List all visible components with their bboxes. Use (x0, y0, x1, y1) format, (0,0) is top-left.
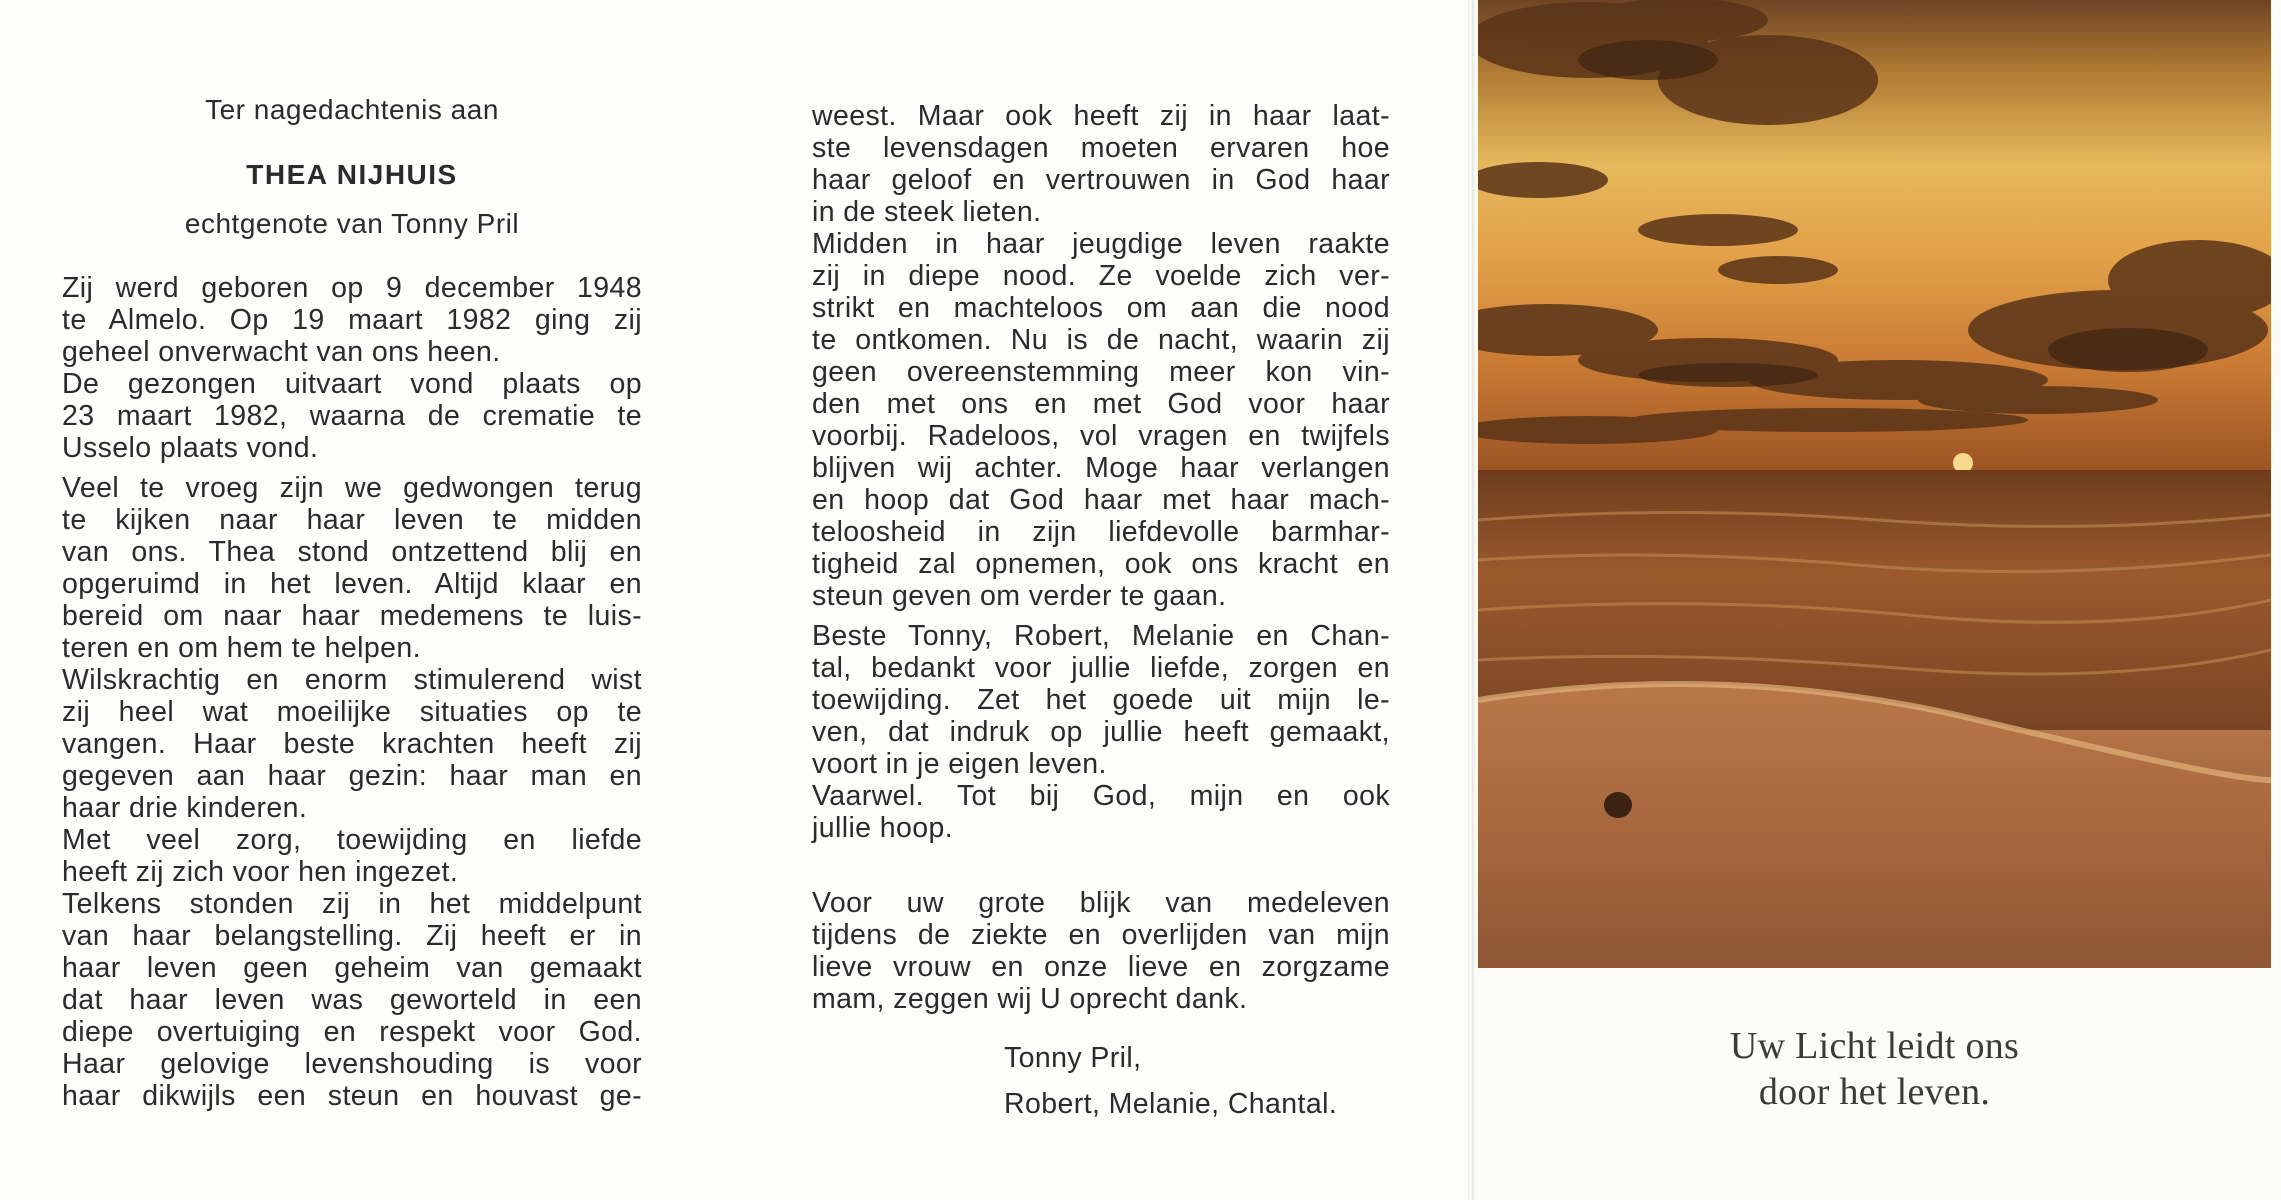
text-line: geheel onverwacht van ons heen. (62, 336, 501, 368)
text-line: voorbij. Radeloos, vol vragen en twijfels (812, 420, 1390, 452)
text-line: De gezongen uitvaart vond plaats op (62, 368, 642, 400)
text-line: diepe overtuiging en respekt voor God. (62, 1016, 642, 1048)
text-line: voort in je eigen leven. (812, 748, 1107, 780)
text-line: Veel te vroeg zijn we gedwongen terug (62, 472, 642, 504)
text-line: bereid om naar haar medemens te luis- (62, 600, 642, 632)
text-line: Beste Tonny, Robert, Melanie en Chan- (812, 620, 1390, 652)
text-line: strikt en machteloos om aan die nood (812, 292, 1390, 324)
text-line: tal, bedankt voor jullie liefde, zorgen en (812, 652, 1390, 684)
text-line: teloosheid in zijn liefdevolle barmhar- (812, 516, 1390, 548)
text-line: weest. Maar ook heeft zij in haar laat- (812, 100, 1390, 132)
text-line: van haar belangstelling. Zij heeft er in (62, 920, 642, 952)
signature-line: Tonny Pril, (1004, 1042, 1142, 1074)
text-line: mam, zeggen wij U oprecht dank. (812, 983, 1248, 1015)
text-line: Met veel zorg, toewijding en liefde (62, 824, 642, 856)
text-line: te Almelo. Op 19 maart 1982 ging zij (62, 304, 642, 336)
text-line: steun geven om verder te gaan. (812, 580, 1227, 612)
text-line: in de steek lieten. (812, 196, 1042, 228)
text-line: heeft zij zich voor hen ingezet. (62, 856, 459, 888)
text-line: Wilskrachtig en enorm stimulerend wist (62, 664, 642, 696)
caption-line-1: Uw Licht leidt ons (1729, 1025, 2020, 1067)
text-line: lieve vrouw en onze lieve en zorgzame (812, 951, 1390, 983)
sunset-over-sea-photo (1478, 0, 2271, 968)
left-panel (0, 0, 730, 1200)
text-line: opgeruimd in het leven. Altijd klaar en (62, 568, 642, 600)
text-line: zij heel wat moeilijke situaties op te (62, 696, 642, 728)
text-line: ven, dat indruk op jullie heeft gemaakt, (812, 716, 1390, 748)
text-line: van ons. Thea stond ontzettend blij en (62, 536, 642, 568)
text-line: gegeven aan haar gezin: haar man en (62, 760, 642, 792)
text-line: en hoop dat God haar met haar mach- (812, 484, 1390, 516)
deceased-name: THEA NIJHUIS (246, 159, 458, 190)
text-line: dat haar leven was geworteld in een (62, 984, 642, 1016)
reflection-text (812, 100, 1390, 844)
text-line: den met ons en met God voor haar (812, 388, 1390, 420)
text-line: Usselo plaats vond. (62, 432, 319, 464)
text-line: Haar gelovige levenshouding is voor (62, 1048, 642, 1080)
text-line: toewijding. Zet het goede uit mijn le- (812, 684, 1390, 716)
text-line: haar leven geen geheim van gemaakt (62, 952, 642, 984)
text-line: haar drie kinderen. (62, 792, 308, 824)
text-line: vangen. Haar beste krachten heeft zij (62, 728, 642, 760)
text-line: haar geloof en vertrouwen in God haar (812, 164, 1390, 196)
text-line: tigheid zal opnemen, ook ons kracht en (812, 548, 1390, 580)
biography-text (62, 272, 642, 1112)
text-line: te ontkomen. Nu is de nacht, waarin zij (812, 324, 1390, 356)
fold-line (1468, 0, 1469, 1200)
sunset-scene (1478, 0, 2271, 968)
text-line: jullie hoop. (812, 812, 954, 844)
text-line: Zij werd geboren op 9 december 1948 (62, 272, 642, 304)
text-line: ste levensdagen moeten ervaren hoe (812, 132, 1390, 164)
thanks-text (812, 887, 1390, 1015)
text-line: geen overeenstemming meer kon vin- (812, 356, 1390, 388)
memorial-intro: Ter nagedachtenis aan (205, 94, 499, 125)
text-line: Midden in haar jeugdige leven raakte (812, 228, 1390, 260)
text-line: haar dikwijls een steun en houvast ge- (62, 1080, 642, 1112)
text-line: blijven wij achter. Moge haar verlangen (812, 452, 1390, 484)
text-line: Voor uw grote blijk van medeleven (812, 887, 1390, 919)
text-line: 23 maart 1982, waarna de crematie te (62, 400, 642, 432)
text-line: teren en om hem te helpen. (62, 632, 421, 664)
text-line: te kijken naar haar leven te midden (62, 504, 642, 536)
text-line: Telkens stonden zij in het middelpunt (62, 888, 642, 920)
caption-line-2: door het leven. (1758, 1071, 1991, 1113)
text-line: tijdens de ziekte en overlijden van mijn (812, 919, 1390, 951)
signature-names: Robert, Melanie, Chantal. (1004, 1088, 1338, 1120)
text-line: Vaarwel. Tot bij God, mijn en ook (812, 780, 1390, 812)
spouse-line: echtgenote van Tonny Pril (184, 208, 520, 239)
text-line: zij in diepe nood. Ze voelde zich ver- (812, 260, 1390, 292)
